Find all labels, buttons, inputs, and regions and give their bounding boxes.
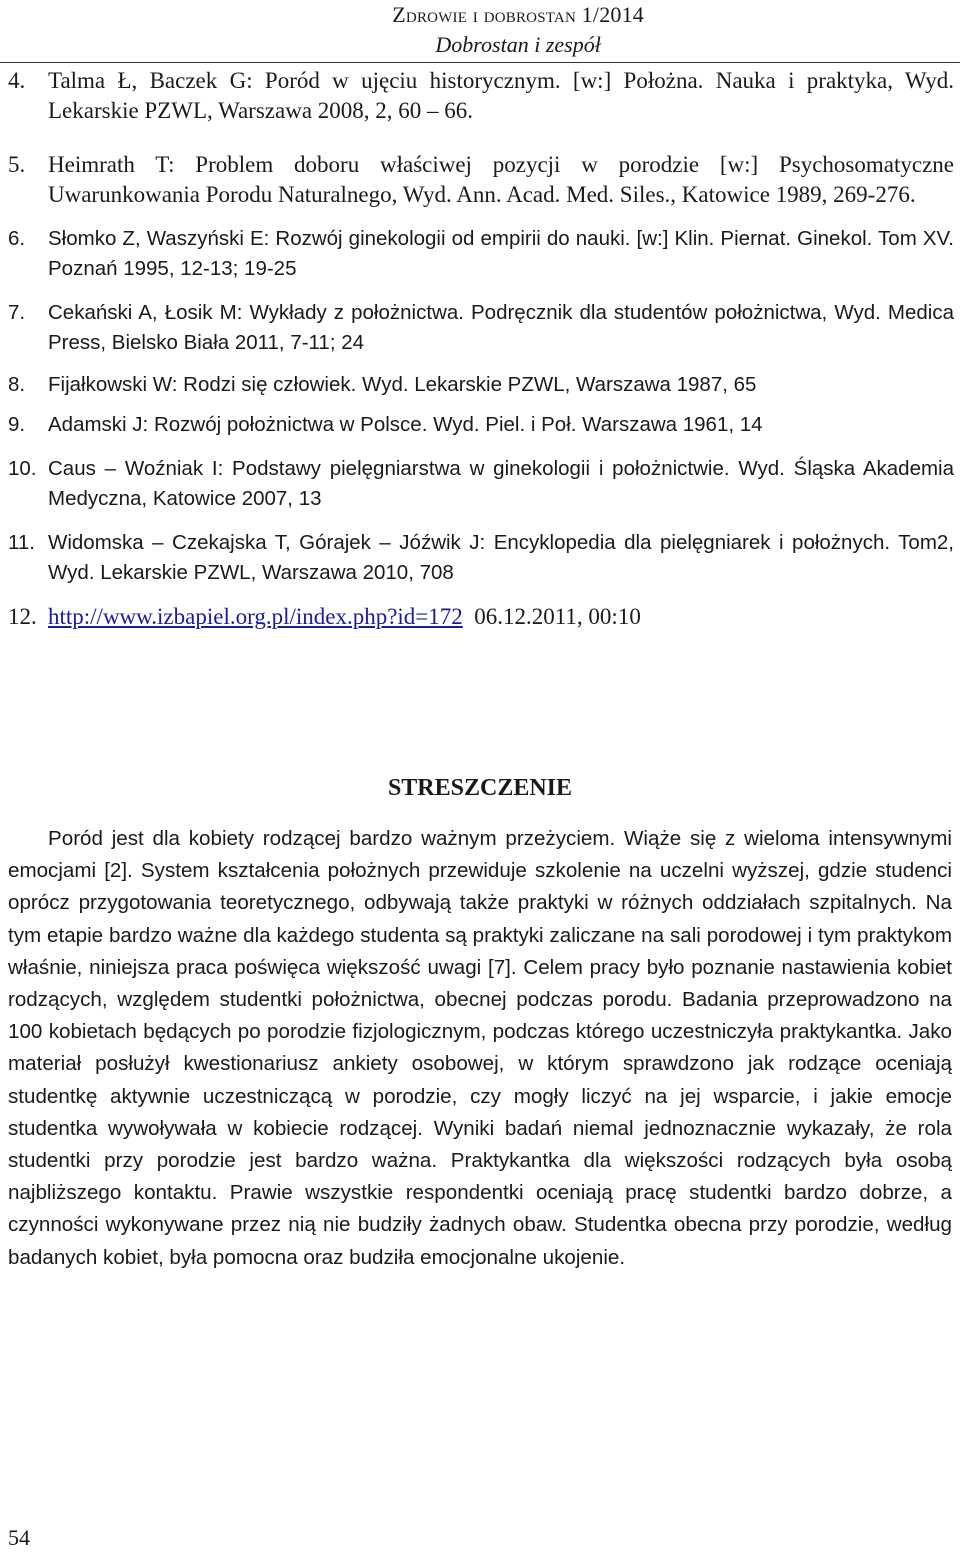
reference-list [8,66,954,632]
running-header [392,0,644,60]
reference-text: Talma Ł, Baczek G: Poród w ujęciu historycznym. [w:] Położna. Nauka i praktyka, Wyd. Lekarskie PZWL, Warszawa 2008, 2, 60 – 66. [48,68,954,123]
reference-item [8,410,954,440]
page-number: 54 [8,1525,30,1550]
abstract-paragraph: Poród jest dla kobiety rodzącej bardzo ważnym przeżyciem. Wiąże się z wieloma intensywnymi emocjami [2]. System kształcenia położnych przewiduje szkolenie na uczelni wyższej, gdzie studenci oprócz przygotowania teoretycznego, odbywają także praktyki w różnych oddziałach szpitalnych. Na tym etapie bardzo ważne dla każdego studenta są praktyki zaliczane na sali porodowej i tym praktykom właśnie, niniejsza praca poświęca większość uwagi [7]. Celem pracy było poznanie nastawienia kobiet rodzących, względem studentki położnictwa, obecnej podczas porodu. Badania przeprowadzono na 100 kobietach będących po porodzie fizjologicznym, podczas którego uczestniczyła praktykantka. Jako materiał posłużył kwestionariusz ankiety osobowej, w którym sprawdzono jak rodzące oceniają studentkę aktywnie uczestniczącą w porodzie, czy mogły liczyć na jej wsparcie, i jakie emocje studentka wywoływała w kobiecie rodzącej. Wyniki badań niemal jednoznacznie wykazały, że rola studentki przy porodzie jest bardzo ważna. Praktykantka dla większości rodzących była osobą najbliższego kontaktu. Prawie wszystkie respondentki oceniają pracę studentki bardzo dobrze, a czynności wykonywane przez nią nie budziły żadnych obaw. Studentka obecna przy porodzie, według badanych kobiet, była pomocna oraz budziła emocjonalne ukojenie. [8,827,952,1269]
reference-number: 6. [8,227,26,250]
reference-number: 9. [8,413,26,436]
reference-number: 11. [8,531,35,554]
reference-text: Widomska – Czekajska T, Górajek – Jóźwik J: Encyklopedia dla pielęgniarek i położnych. Tom2, Wyd. Lekarskie PZWL, Warszawa 2010, 708 [48,531,954,584]
reference-item [8,224,954,284]
reference-item [8,602,954,632]
reference-item [8,454,954,514]
reference-text: Heimrath T: Problem doboru właściwej pozycji w porodzie [w:] Psychosomatyczne Uwarunkowania Porodu Naturalnego, Wyd. Ann. Acad. Med. Siles., Katowice 1989, 269-276. [48,152,954,207]
reference-number: 12. [8,604,37,629]
reference-number: 10. [8,457,37,480]
reference-text: Caus – Woźniak I: Podstawy pielęgniarstwa w ginekologii i położnictwie. Wyd. Śląska Akademia Medyczna, Katowice 2007, 13 [48,457,954,510]
reference-number: 8. [8,373,26,396]
reference-item [8,528,954,588]
article-section: Dobrostan i zespół [435,32,601,57]
reference-text: Fijałkowski W: Rodzi się człowiek. Wyd. Lekarskie PZWL, Warszawa 1987, 65 [48,373,757,396]
reference-number: 4. [8,68,26,93]
reference-text [48,602,954,632]
reference-item [8,150,954,210]
header-divider [0,62,960,63]
reference-text: Adamski J: Rozwój położnictwa w Polsce. Wyd. Piel. i Poł. Warszawa 1961, 14 [48,413,763,436]
reference-item [8,66,954,126]
reference-link[interactable]: http://www.izbapiel.org.pl/index.php?id=172 [48,604,463,629]
access-date: 06.12.2011, 00:10 [474,604,641,629]
journal-title: Zdrowie i dobrostan 1/2014 [392,2,644,27]
reference-number: 5. [8,152,26,177]
reference-item [8,298,954,358]
reference-text: Słomko Z, Waszyński E: Rozwój ginekologii od empirii do nauki. [w:] Klin. Piernat. Ginekol. Tom XV. Poznań 1995, 12-13; 19-25 [48,227,954,280]
reference-item [8,370,954,400]
section-title: STRESZCZENIE [387,775,573,801]
reference-number: 7. [8,301,26,324]
reference-text: Cekański A, Łosik M: Wykłady z położnictwa. Podręcznik dla studentów położnictwa, Wyd. Medica Press, Bielsko Biała 2011, 7-11; 24 [48,301,954,354]
